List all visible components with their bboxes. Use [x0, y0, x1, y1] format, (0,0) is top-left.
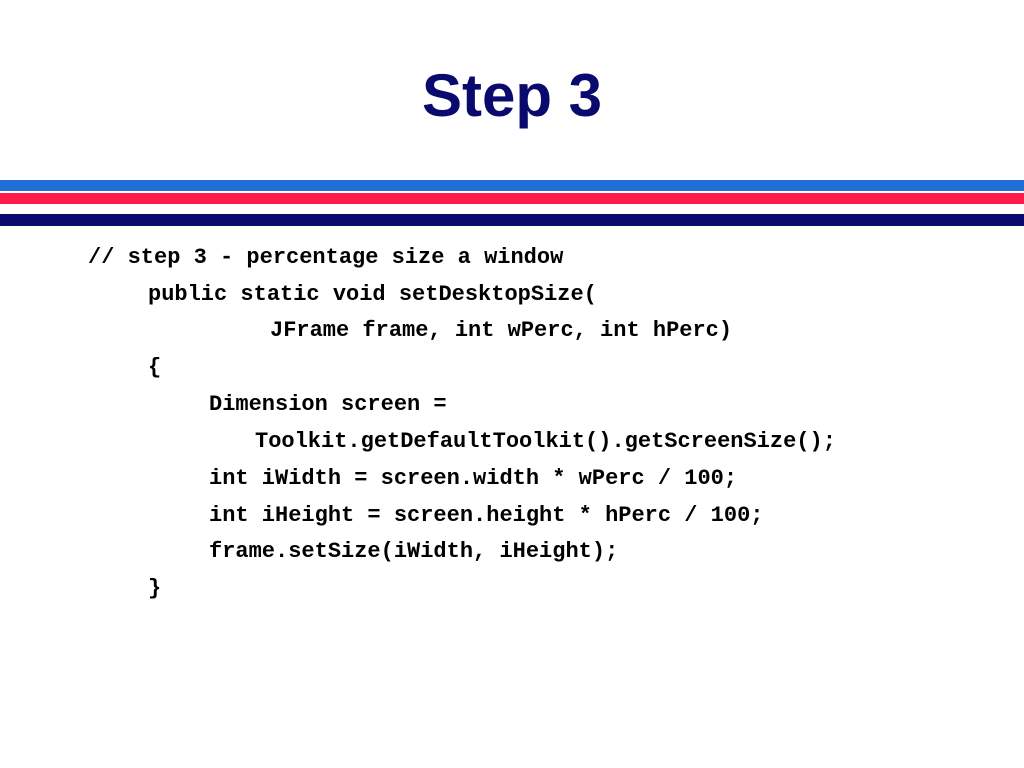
divider-stripe-red	[0, 193, 1024, 204]
code-line-height: int iHeight = screen.height * hPerc / 100;	[209, 503, 764, 528]
code-line-open-brace: {	[148, 355, 162, 380]
slide-title: Step 3	[421, 62, 603, 129]
code-line-toolkit: Toolkit.getDefaultToolkit().getScreenSize();	[255, 429, 836, 454]
code-line-close-brace: }	[148, 576, 162, 601]
code-line-width: int iWidth = screen.width * wPerc / 100;	[209, 466, 738, 491]
code-line-method-signature: public static void setDesktopSize(	[148, 282, 597, 307]
code-line-parameters: JFrame frame, int wPerc, int hPerc)	[270, 318, 733, 343]
divider-stripe-navy	[0, 214, 1024, 226]
divider-stripe-blue	[0, 180, 1024, 191]
code-line-comment: // step 3 - percentage size a window	[88, 245, 564, 270]
code-line-setsize: frame.setSize(iWidth, iHeight);	[209, 539, 619, 564]
code-line-dimension: Dimension screen =	[209, 392, 447, 417]
